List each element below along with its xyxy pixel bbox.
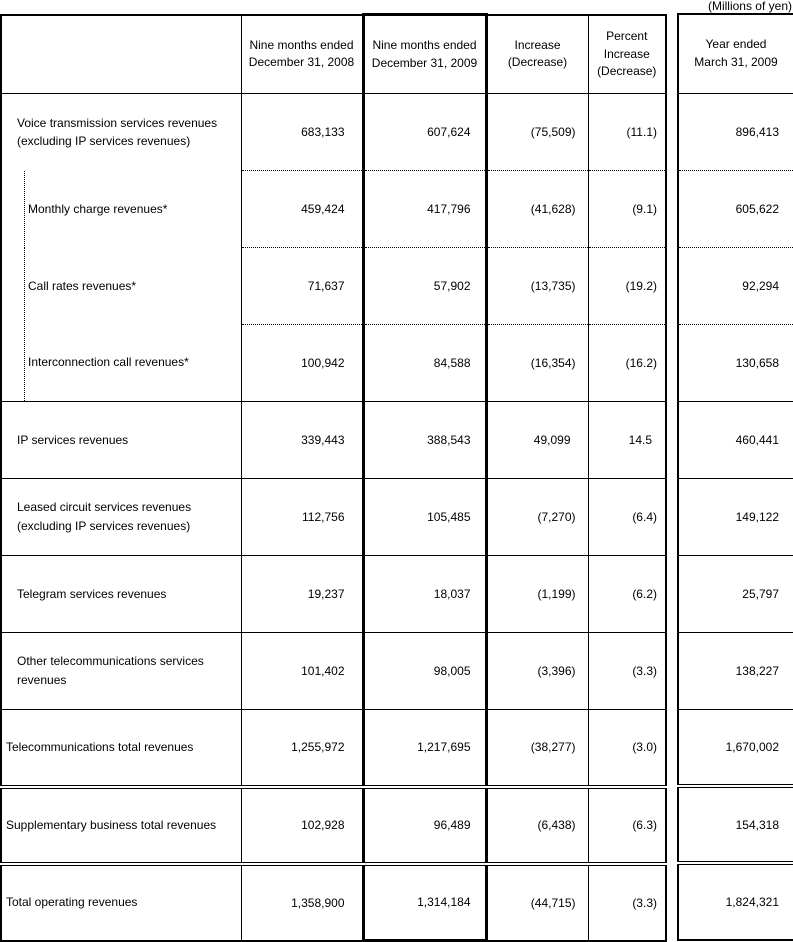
table-row xyxy=(1,325,666,402)
row-label: IP services revenues xyxy=(1,402,241,479)
value-2008: 459,424 xyxy=(241,171,363,248)
table-row xyxy=(678,170,793,247)
row-label: Interconnection call revenues* xyxy=(1,325,241,402)
table-row xyxy=(678,401,793,478)
value-2008: 102,928 xyxy=(241,787,363,864)
value-percent: (19.2) xyxy=(588,248,666,325)
value-2008: 19,237 xyxy=(241,556,363,633)
table-row xyxy=(678,632,793,709)
table-row xyxy=(678,324,793,401)
header-nine-months-2008: Nine months ended December 31, 2008 xyxy=(241,15,363,94)
table-row xyxy=(1,402,666,479)
value-2008: 71,637 xyxy=(241,248,363,325)
table-row xyxy=(1,94,666,171)
value-percent: (6.3) xyxy=(588,787,666,864)
header-row xyxy=(1,15,666,94)
header-nine-months-2009: Nine months ended December 31, 2009 xyxy=(363,15,486,94)
value-2008: 112,756 xyxy=(241,479,363,556)
value-fy2009: 149,122 xyxy=(678,478,793,555)
value-fy2009: 896,413 xyxy=(678,93,793,170)
value-fy2009: 92,294 xyxy=(678,247,793,324)
value-increase: (1,199) xyxy=(486,556,588,633)
row-label: Leased circuit services revenues (excluding IP services revenues) xyxy=(1,479,241,556)
value-percent: (11.1) xyxy=(588,94,666,171)
value-fy2009: 130,658 xyxy=(678,324,793,401)
value-2008: 100,942 xyxy=(241,325,363,402)
value-percent: (3.3) xyxy=(588,864,666,941)
value-2009: 607,624 xyxy=(363,94,486,171)
value-percent: (9.1) xyxy=(588,171,666,248)
value-2009: 57,902 xyxy=(363,248,486,325)
fiscal-year-table xyxy=(677,13,793,941)
value-increase: 49,099 xyxy=(486,402,588,479)
value-increase: (6,438) xyxy=(486,787,588,864)
value-2009: 98,005 xyxy=(363,633,486,710)
table-row xyxy=(1,248,666,325)
table-row xyxy=(678,555,793,632)
value-increase: (16,354) xyxy=(486,325,588,402)
value-2009: 18,037 xyxy=(363,556,486,633)
row-label: Total operating revenues xyxy=(1,864,241,941)
row-label: Telegram services revenues xyxy=(1,556,241,633)
table-row xyxy=(678,247,793,324)
table-row xyxy=(1,710,666,787)
value-fy2009: 154,318 xyxy=(678,786,793,863)
value-percent: (6.2) xyxy=(588,556,666,633)
table-row xyxy=(678,863,793,940)
value-2009: 388,543 xyxy=(363,402,486,479)
value-increase: (13,735) xyxy=(486,248,588,325)
value-2009: 96,489 xyxy=(363,787,486,864)
value-percent: (3.0) xyxy=(588,710,666,787)
table-row xyxy=(678,709,793,786)
value-2009: 1,314,184 xyxy=(363,864,486,941)
header-year-ended: Year ended March 31, 2009 xyxy=(678,14,793,93)
table-row xyxy=(1,864,666,941)
row-label: Call rates revenues* xyxy=(1,248,241,325)
value-fy2009: 1,824,321 xyxy=(678,863,793,940)
row-label: Monthly charge revenues* xyxy=(1,171,241,248)
revenues-table xyxy=(0,13,667,942)
value-increase: (44,715) xyxy=(486,864,588,941)
table-row xyxy=(678,786,793,863)
value-2008: 339,443 xyxy=(241,402,363,479)
header-increase: Increase (Decrease) xyxy=(486,15,588,94)
table-row xyxy=(1,556,666,633)
row-label: Telecommunications total revenues xyxy=(1,710,241,787)
value-percent: (6.4) xyxy=(588,479,666,556)
value-increase: (7,270) xyxy=(486,479,588,556)
row-label: Voice transmission services revenues (excluding IP services revenues) xyxy=(1,94,241,171)
value-2008: 683,133 xyxy=(241,94,363,171)
table-row xyxy=(678,93,793,170)
value-increase: (38,277) xyxy=(486,710,588,787)
header-blank xyxy=(1,15,241,94)
value-increase: (3,396) xyxy=(486,633,588,710)
row-label: Supplementary business total revenues xyxy=(1,787,241,864)
table-row xyxy=(678,478,793,555)
value-fy2009: 605,622 xyxy=(678,170,793,247)
value-fy2009: 25,797 xyxy=(678,555,793,632)
table-row xyxy=(1,633,666,710)
value-increase: (41,628) xyxy=(486,171,588,248)
value-2008: 101,402 xyxy=(241,633,363,710)
value-increase: (75,509) xyxy=(486,94,588,171)
table-row xyxy=(1,479,666,556)
value-percent: (16.2) xyxy=(588,325,666,402)
row-label: Other telecommunications services revenues xyxy=(1,633,241,710)
value-percent: (3.3) xyxy=(588,633,666,710)
header-percent-increase: Percent Increase (Decrease) xyxy=(588,15,666,94)
table-row xyxy=(1,787,666,864)
table-row xyxy=(1,171,666,248)
value-2009: 84,588 xyxy=(363,325,486,402)
value-percent: 14.5 xyxy=(588,402,666,479)
units-note: (Millions of yen) xyxy=(707,0,792,13)
value-2008: 1,358,900 xyxy=(241,864,363,941)
header-row xyxy=(678,14,793,93)
value-2009: 417,796 xyxy=(363,171,486,248)
value-fy2009: 138,227 xyxy=(678,632,793,709)
value-2009: 1,217,695 xyxy=(363,710,486,787)
value-fy2009: 1,670,002 xyxy=(678,709,793,786)
value-2008: 1,255,972 xyxy=(241,710,363,787)
value-fy2009: 460,441 xyxy=(678,401,793,478)
value-2009: 105,485 xyxy=(363,479,486,556)
